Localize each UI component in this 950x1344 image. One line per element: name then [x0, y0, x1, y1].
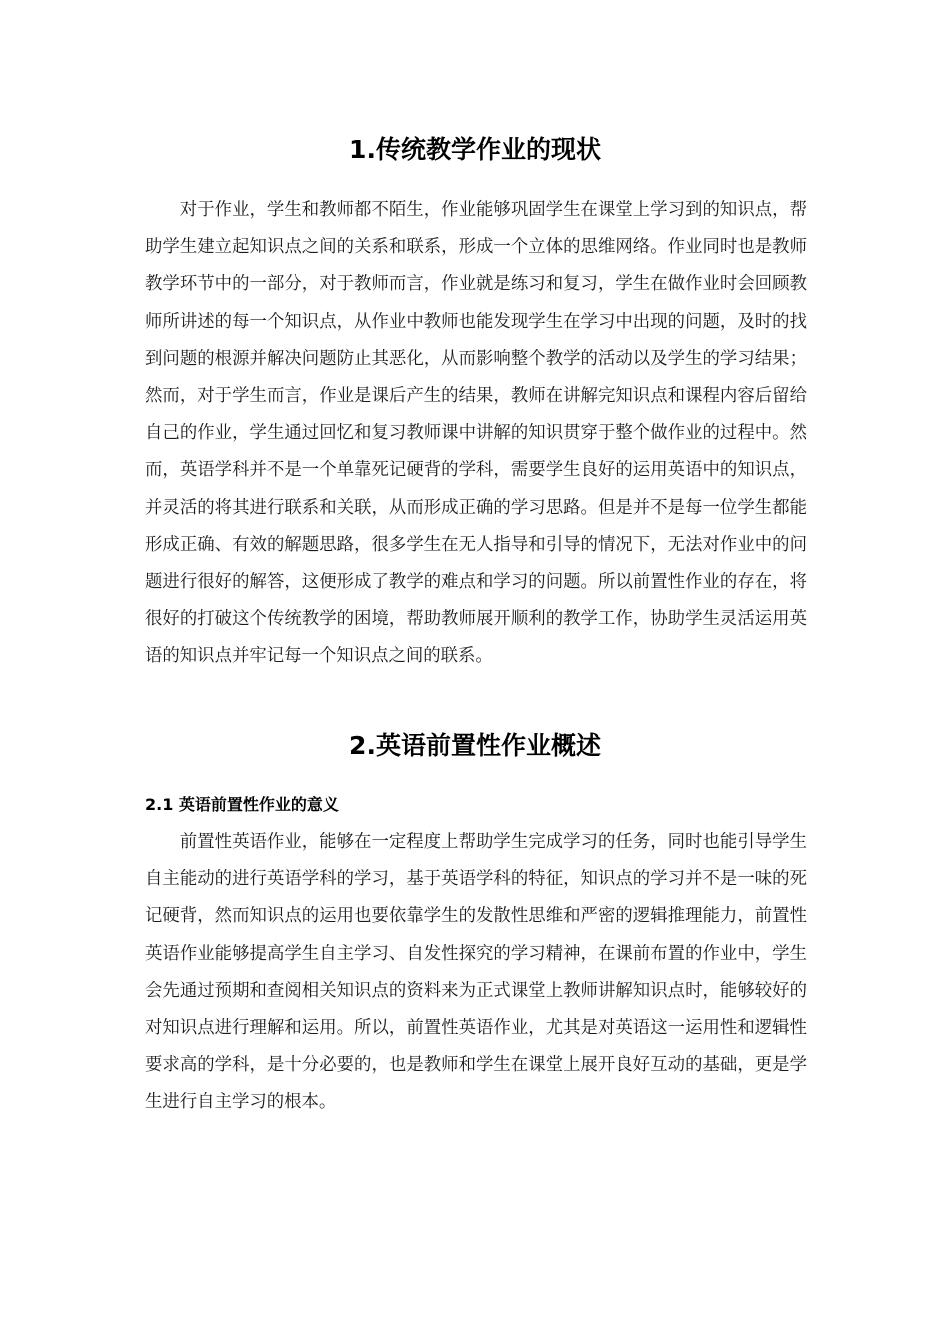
section-1-paragraph: 对于作业，学生和教师都不陌生，作业能够巩固学生在课堂上学习到的知识点，帮助学生建立起知识点之间的关系和联系，形成一个立体的思维网络。作业同时也是教师教学环节中的一部分，对于教师而言，作业就是练习和复习，学生在做作业时会回顾教师所讲述的每一个知识点，从作业中教师也能发现学生在学习中出现的问题，及时的找到问题的根源并解决问题防止其恶化，从而影响整个教学的活动以及学生的学习结果；然而，对于学生而言，作业是课后产生的结果，教师在讲解完知识点和课程内容后留给自己的作业，学生通过回忆和复习教师课中讲解的知识贯穿于整个做作业的过程中。然而，英语学科并不是一个单靠死记硬背的学科，需要学生良好的运用英语中的知识点，并灵活的将其进行联系和关联，从而形成正确的学习思路。但是并不是每一位学生都能形成正确、有效的解题思路，很多学生在无人指导和引导的情况下，无法对作业中的问题进行很好的解答，这便形成了教学的难点和学习的问题。所以前置性作业的存在，将很好的打破这个传统教学的困境，帮助教师展开顺利的教学工作，协助学生灵活运用英语的知识点并牢记每一个知识点之间的联系。 [145, 200, 807, 667]
section-2-1-paragraph: 前置性英语作业，能够在一定程度上帮助学生完成学习的任务，同时也能引导学生自主能动的进行英语学科的学习，基于英语学科的特征，知识点的学习并不是一味的死记硬背，然而知识点的运用也要依靠学生的发散性思维和严密的逻辑推理能力，前置性英语作业能够提高学生自主学习、自发性探究的学习精神，在课前布置的作业中，学生会先通过预期和查阅相关知识点的资料来为正式课堂上教师讲解知识点时，能够较好的对知识点进行理解和运用。所以，前置性英语作业，尤其是对英语这一运用性和逻辑性要求高的学科，是十分必要的，也是教师和学生在课堂上展开良好互动的基础，更是学生进行自主学习的根本。 [145, 832, 807, 1113]
section-1-heading: 1.传统教学作业的现状 [349, 135, 601, 164]
section-2-heading: 2.英语前置性作业概述 [349, 731, 601, 760]
section-2-1-subheading: 2.1 英语前置性作业的意义 [145, 795, 339, 814]
